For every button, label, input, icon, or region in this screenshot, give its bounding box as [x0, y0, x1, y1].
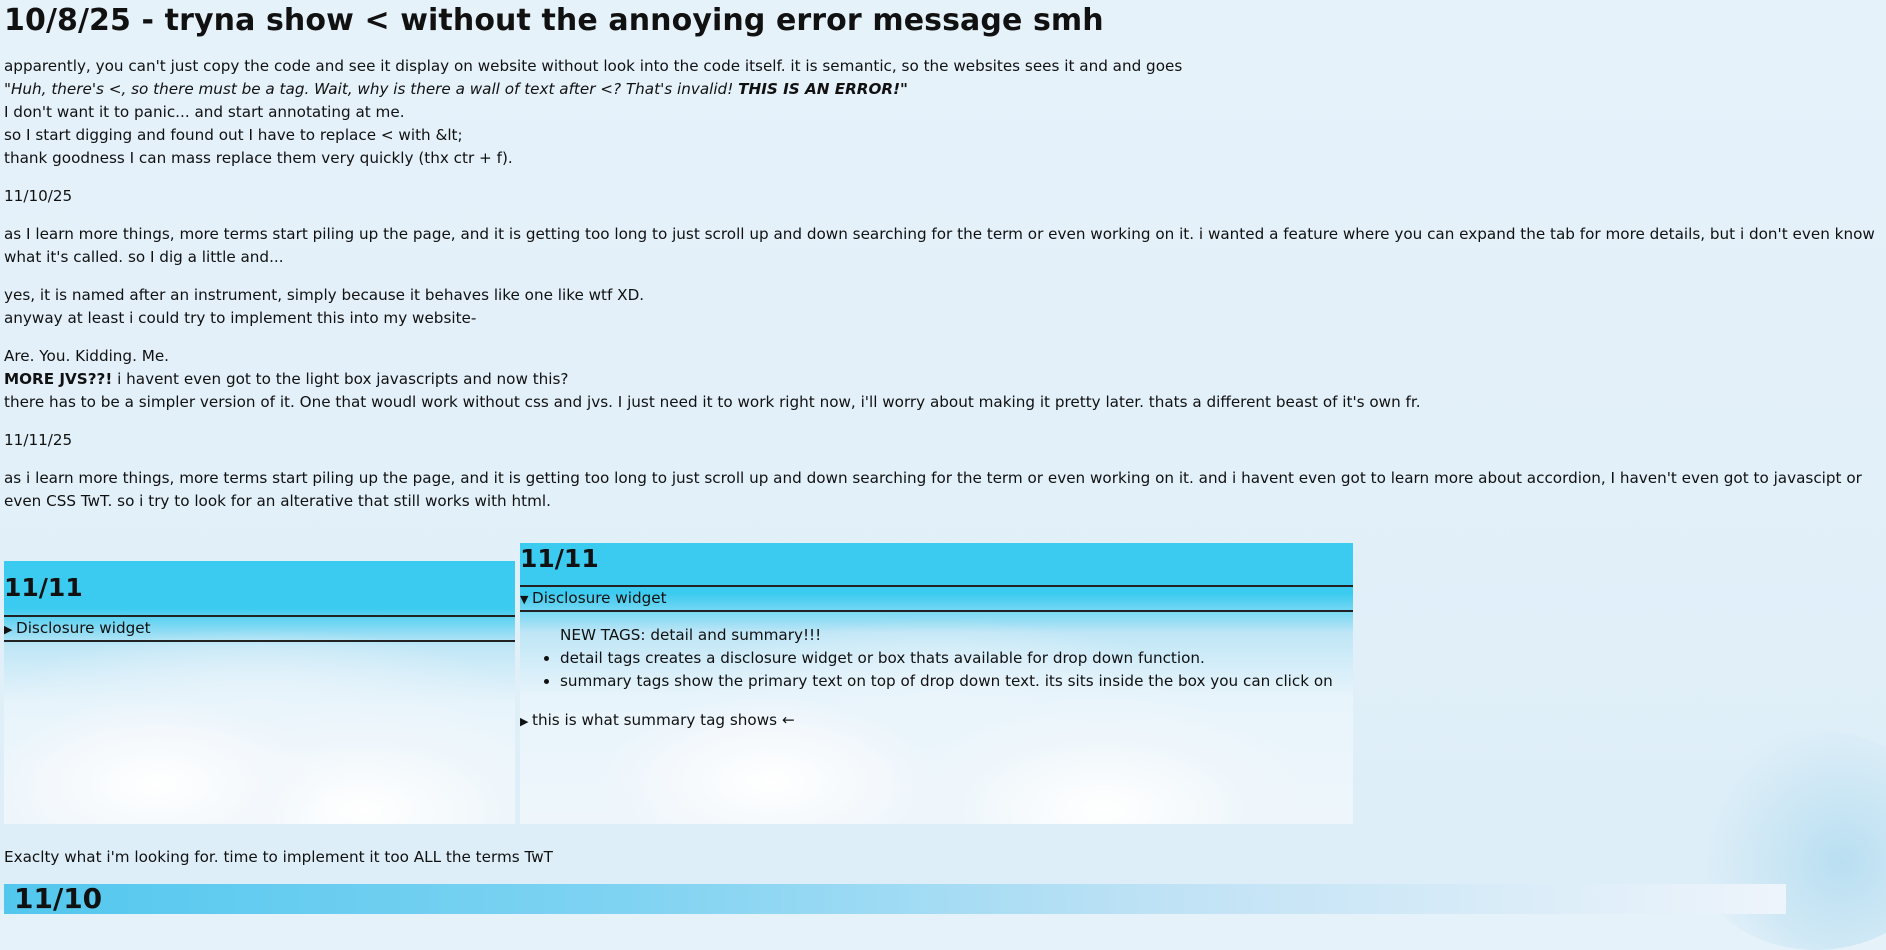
disclosure-widget-open[interactable]	[520, 585, 1353, 612]
entry3-paragraph-1: as i learn more things, more terms start piling up the page, and it is getting too long to just scroll up and down searching for the term or even working on it. and i havent even got to learn more about accordion, I haven't even got to javascipt or even CSS TwT. so i try to look for an alterative that still works with html.	[4, 469, 1862, 510]
demo-closed-heading: 11/11	[4, 573, 83, 602]
disclosure-open-summary-label: Disclosure widget	[532, 589, 667, 607]
disclosure-widget-closed[interactable]	[4, 615, 515, 642]
disclosure-triangle-right-icon: ▶	[4, 623, 13, 636]
entry-date-11-11: 11/11/25	[4, 431, 73, 449]
demo-panel-closed	[4, 561, 515, 824]
nested-summary-label: this is what summary tag shows ←	[532, 711, 795, 729]
intro-line-5: thank goodness I can mass replace them very quickly (thx ctr + f).	[4, 149, 513, 167]
intro-quote-bold: THIS IS AN ERROR!"	[738, 80, 908, 98]
entry2-p2-line-1: yes, it is named after an instrument, simply because it behaves like one like wtf XD.	[4, 286, 645, 304]
disclosure-summary-label: Disclosure widget	[16, 619, 151, 637]
entry-date-11-10: 11/10/25	[4, 187, 73, 205]
closing-line: Exaclty what i'm looking for. time to implement it too ALL the terms TwT	[4, 848, 553, 866]
intro-line-3: I don't want it to panic... and start annotating at me.	[4, 103, 405, 121]
demo-open-heading: 11/11	[520, 544, 599, 573]
demo-panel-open	[520, 543, 1353, 824]
disclosure-triangle-down-icon: ▼	[520, 593, 529, 606]
intro-section	[4, 55, 1880, 170]
journal-page	[4, 0, 1880, 513]
next-entry-heading: 11/10	[14, 882, 103, 915]
nested-disclosure-summary[interactable]	[520, 709, 1353, 733]
page-title: 10/8/25 - tryna show < without the annoying error message smh	[4, 3, 1104, 38]
intro-line-4: so I start digging and found out I have to replace < with &lt;	[4, 126, 463, 144]
disclosure-content-list	[520, 647, 1353, 693]
intro-line-1: apparently, you can't just copy the code and see it display on website without look into the code itself. it is semantic, so the websites sees it and and goes	[4, 57, 1183, 75]
entry2-p3-line-2	[4, 368, 1880, 391]
intro-quote: "Huh, there's <, so there must be a tag. Wait, why is there a wall of text after <? That's invalid!	[4, 80, 739, 98]
entry2-paragraph-1: as I learn more things, more terms start piling up the page, and it is getting too long to just scroll up and down searching for the term or even working on it. i wanted a feature where you can expand the tab for more details, but i don't even know what it's called. so I dig a little and...	[4, 225, 1875, 266]
entry2-p3-line-3: there has to be a simpler version of it. One that woudl work without css and jvs. I just need it to work right now, i'll worry about making it pretty later. thats a different beast of it's own fr.	[4, 393, 1421, 411]
entry2-p3-rest: i havent even got to the light box javascripts and now this?	[112, 370, 569, 388]
nested-triangle-right-icon: ▶	[520, 715, 529, 728]
entry2-p3-line-1: Are. You. Kidding. Me.	[4, 347, 170, 365]
entry2-p2-line-2: anyway at least i could try to implement this into my website-	[4, 309, 477, 327]
intro-line-2	[4, 78, 1880, 101]
list-item: • summary tags show the primary text on top of drop down text. its sits inside the box you can click on	[560, 670, 1353, 693]
entry2-paragraph-3	[4, 345, 1880, 414]
disclosure-content-intro: NEW TAGS: detail and summary!!!	[560, 626, 822, 644]
list-item: • detail tags creates a disclosure widget or box thats available for drop down function.	[560, 647, 1353, 670]
background-cloud-decoration	[1686, 730, 1886, 950]
entry2-paragraph-2	[4, 284, 1880, 330]
entry2-p3-bold: MORE JVS??!	[4, 370, 113, 388]
